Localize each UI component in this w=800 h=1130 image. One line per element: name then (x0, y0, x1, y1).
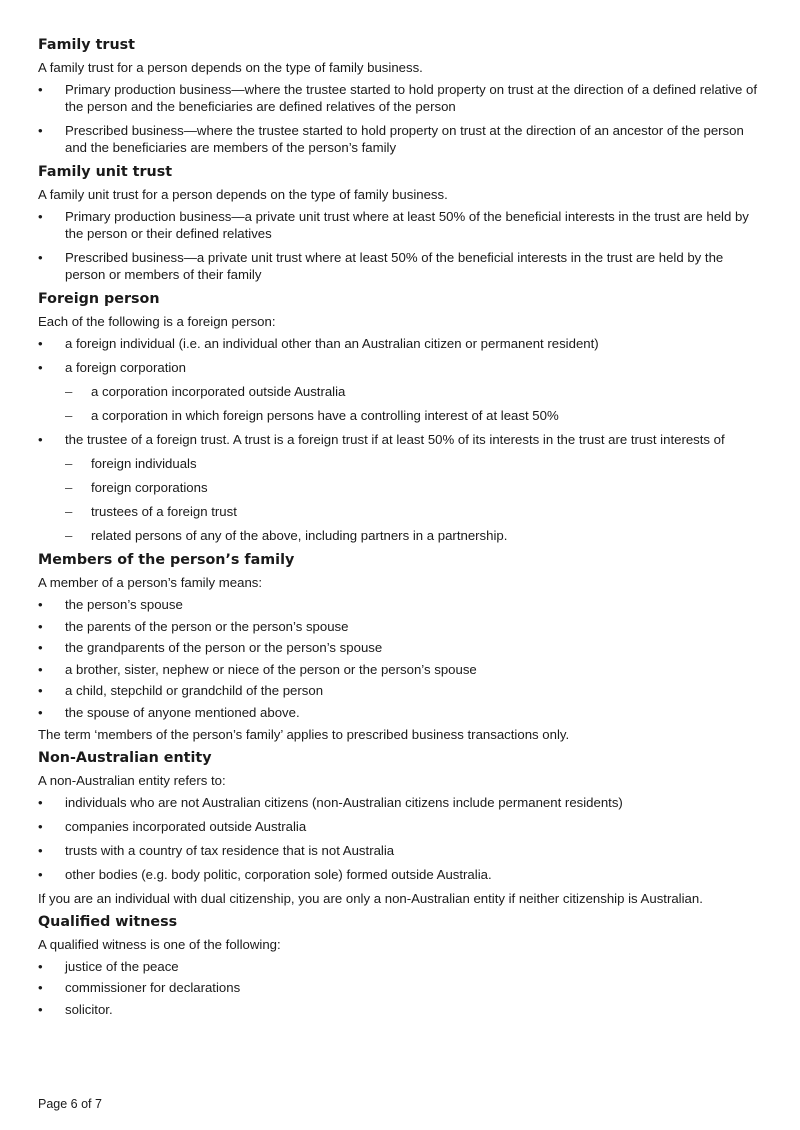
list-item: • justice of the peace (38, 958, 179, 974)
heading-family-unit-trust: Family unit trust (38, 164, 173, 180)
bullet-icon: • (38, 432, 43, 447)
list-item: • commissioner for declarations (38, 980, 241, 995)
list-item: • trusts with a country of tax residence that is not Australia (38, 842, 395, 858)
sublist-item: – foreign individuals (65, 456, 197, 471)
list-item: • the trustee of a foreign trust. A trust is a foreign trust if at least 50% of its interests in the trust are trust interests of – foreign individuals – foreign corporations – trustees of a foreign trust – related persons of any of the above, including partners in a partnership. (38, 431, 764, 544)
bullet-icon: • (38, 597, 43, 612)
list-item: • the person’s spouse (38, 597, 183, 612)
heading-foreign-person: Foreign person (38, 291, 160, 307)
sublist-item: – trustees of a foreign trust (65, 504, 237, 519)
bullet-icon: • (38, 209, 43, 224)
list-item: • other bodies (e.g. body politic, corporation sole) formed outside Australia. (38, 866, 492, 882)
heading-non-australian: Non-Australian entity (38, 749, 212, 766)
dash-icon: – (65, 528, 73, 543)
list-item: • solicitor. (38, 1001, 113, 1017)
list-item: • individuals who are not Australian citizens (non-Australian citizens include permanent residents) (38, 794, 623, 810)
bullet-icon: • (38, 866, 43, 882)
section-qualified-witness (38, 913, 764, 1018)
bullet-icon: • (38, 640, 43, 655)
bullet-icon: • (38, 958, 43, 974)
bullet-icon: • (38, 661, 43, 677)
sublist-item: – a corporation in which foreign persons have a controlling interest of at least 50% (65, 408, 559, 423)
intro-family-unit-trust: A family unit trust for a person depends on the type of family business. (38, 187, 448, 202)
dash-icon: – (65, 504, 73, 519)
sublist-item: – foreign corporations (65, 480, 208, 495)
sublist-foreign-corporation (65, 383, 764, 424)
bullet-icon: • (38, 704, 43, 720)
bullet-icon: • (38, 818, 43, 834)
list-item: • the grandparents of the person or the person’s spouse (38, 640, 383, 655)
bullet-icon: • (38, 123, 43, 138)
sublist-item: – a corporation incorporated outside Australia (65, 384, 346, 399)
list-item: • a foreign corporation – a corporation incorporated outside Australia – a corporation in which foreign persons have a controlling interest of at least 50% (38, 359, 764, 424)
bullet-icon: • (38, 683, 43, 698)
list-item: • the parents of the person or the person’s spouse (38, 618, 349, 634)
bullet-icon: • (38, 794, 43, 810)
list-item: • companies incorporated outside Australia (38, 818, 307, 834)
bullet-icon: • (38, 618, 43, 634)
section-members-family (38, 551, 764, 743)
list-family-trust (38, 81, 764, 156)
dash-icon: – (65, 480, 73, 495)
dash-icon: – (65, 456, 73, 471)
intro-qualified-witness: A qualified witness is one of the following: (38, 936, 281, 952)
list-item: • Primary production business—a private unit trust where at least 50% of the beneficial interests in the trust are held by the person or their defined relatives (38, 209, 749, 241)
heading-members-family: Members of the person’s family (38, 552, 295, 568)
bullet-icon: • (38, 82, 43, 97)
list-item: • the spouse of anyone mentioned above. (38, 704, 300, 720)
list-members-family (38, 596, 764, 721)
intro-foreign-person: Each of the following is a foreign person: (38, 314, 276, 329)
section-family-unit-trust (38, 163, 764, 283)
intro-non-australian: A non-Australian entity refers to: (38, 772, 226, 788)
sublist-foreign-trust (65, 455, 764, 544)
note-non-australian: If you are an individual with dual citizenship, you are only a non-Australian entity if neither citizenship is Australian. (38, 890, 703, 906)
list-item: • a child, stepchild or grandchild of the person (38, 683, 324, 698)
intro-members-family: A member of a person’s family means: (38, 575, 263, 590)
bullet-icon: • (38, 250, 43, 265)
bullet-icon: • (38, 842, 43, 858)
section-non-australian (38, 749, 764, 907)
list-family-unit-trust (38, 208, 764, 283)
list-item: • Primary production business—where the trustee started to hold property on trust at the direction of a defined relative of the person and the beneficiaries are defined relatives of the person (38, 82, 757, 114)
list-item: • a brother, sister, nephew or niece of the person or the person’s spouse (38, 661, 477, 677)
bullet-icon: • (38, 1001, 43, 1017)
section-foreign-person (38, 290, 764, 544)
document-page (38, 36, 764, 1024)
list-qualified-witness (38, 958, 764, 1018)
heading-qualified-witness: Qualified witness (38, 913, 178, 930)
sublist-item: – related persons of any of the above, including partners in a partnership. (65, 528, 508, 543)
intro-family-trust: A family trust for a person depends on the type of family business. (38, 60, 423, 75)
list-foreign-person (38, 335, 764, 544)
bullet-icon: • (38, 360, 43, 375)
note-members-family: The term ‘members of the person’s family’ applies to prescribed business transactions only. (38, 726, 570, 742)
dash-icon: – (65, 384, 73, 399)
bullet-icon: • (38, 336, 43, 351)
section-family-trust (38, 36, 764, 156)
dash-icon: – (65, 408, 73, 423)
heading-family-trust: Family trust (38, 37, 135, 53)
list-item: • Prescribed business—a private unit trust where at least 50% of the beneficial interests in the trust are held by the person or members of their family (38, 250, 724, 282)
page-number: Page 6 of 7 (38, 1097, 102, 1111)
list-item: • a foreign individual (i.e. an individual other than an Australian citizen or permanent resident) (38, 336, 599, 351)
list-non-australian (38, 794, 764, 883)
bullet-icon: • (38, 980, 43, 995)
list-item: • Prescribed business—where the trustee started to hold property on trust at the direction of an ancestor of the person and the beneficiaries are members of the person’s family (38, 123, 744, 155)
